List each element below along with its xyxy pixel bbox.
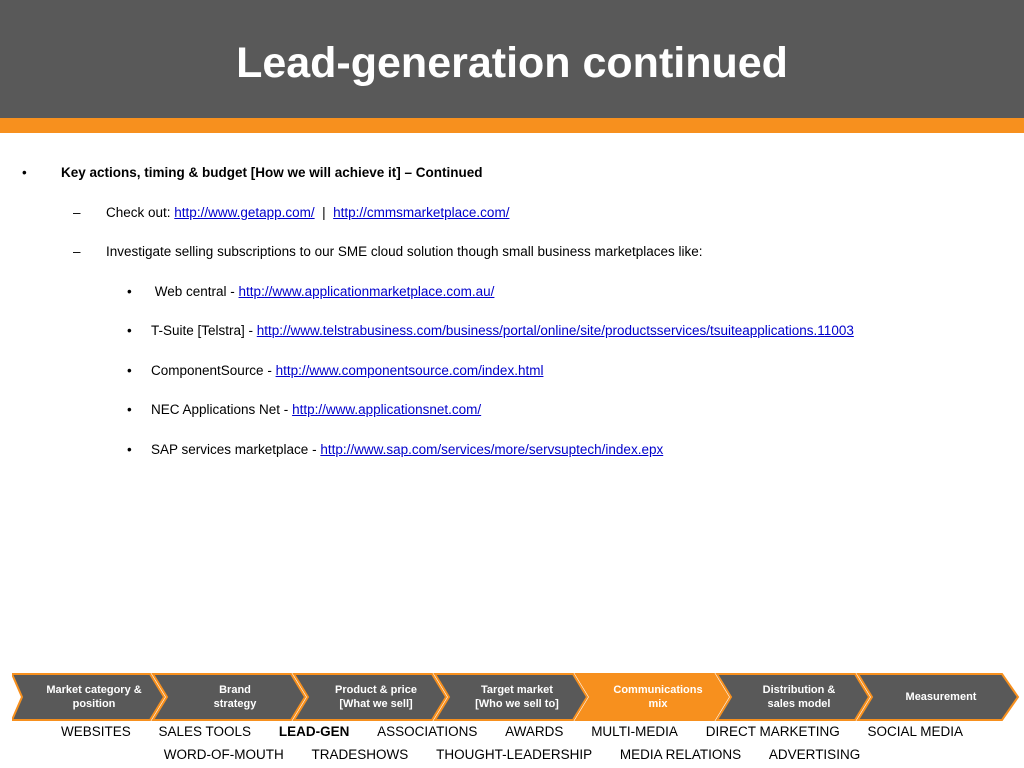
marketplace-label: ComponentSource - [151, 363, 276, 378]
check-out-prefix: Check out: [106, 205, 175, 220]
nav-item-multi-media[interactable]: MULTI-MEDIA [591, 724, 678, 739]
marketplace-link[interactable]: http://www.telstrabusiness.com/business/portal/online/site/productsservices/tsuiteapplications.11003 [256, 323, 854, 338]
chevron-step[interactable] [435, 674, 587, 720]
marketplace-item [151, 362, 543, 380]
bullet-dot: • [127, 323, 132, 338]
chevron-label-line2: strategy [213, 698, 257, 710]
marketplace-item [151, 401, 481, 419]
slide-header [0, 0, 1024, 118]
chevron-label-line2: sales model [767, 698, 831, 710]
marketplace-label: T-Suite [Telstra] - [151, 323, 257, 338]
getapp-link[interactable]: http://www.getapp.com/ [174, 205, 315, 220]
nav-item-tradeshows[interactable]: TRADESHOWS [311, 747, 409, 762]
chevron-shape [717, 674, 869, 720]
bullet-dot: • [127, 402, 132, 417]
bullet-dot: • [127, 284, 132, 299]
process-chevron-bar [12, 672, 1022, 722]
bullet-dot: • [127, 363, 132, 378]
chevron-shape [153, 674, 305, 720]
chevron-label-line1: Communications [613, 684, 703, 696]
chevron-step[interactable] [717, 674, 869, 720]
nav-item-word-of-mouth[interactable]: WORD-OF-MOUTH [163, 747, 284, 762]
dash-marker: – [73, 244, 81, 259]
marketplace-item [151, 322, 854, 340]
chevron-label-line1: Product & price [335, 684, 417, 696]
slide-title: Lead-generation continued [236, 39, 788, 87]
marketplace-link[interactable]: http://www.sap.com/services/more/servsuptech/index.epx [320, 442, 664, 457]
main-bullet-text: Key actions, timing & budget [How we will achieve it] – Continued [61, 165, 483, 180]
bottom-nav-row-1 [0, 724, 1024, 739]
chevron-label-line2: [What we sell] [339, 698, 413, 710]
chevron-step[interactable] [294, 674, 446, 720]
nav-item-thought-leadership[interactable]: THOUGHT-LEADERSHIP [436, 747, 593, 762]
marketplace-item [151, 283, 494, 301]
bottom-nav-row-2 [0, 747, 1024, 762]
marketplace-link[interactable]: http://www.applicationsnet.com/ [292, 402, 482, 417]
chevron-label-line1: Target market [481, 684, 553, 696]
bullet-dot: • [127, 442, 132, 457]
marketplace-item [151, 441, 663, 459]
nav-item-media-relations[interactable]: MEDIA RELATIONS [619, 747, 742, 762]
accent-bar [0, 118, 1024, 133]
nav-item-direct-marketing[interactable]: DIRECT MARKETING [705, 724, 840, 739]
marketplace-label: SAP services marketplace - [151, 442, 321, 457]
chevron-label-line2: mix [648, 698, 668, 710]
nav-item-sales-tools[interactable]: SALES TOOLS [158, 724, 252, 739]
investigate-text: Investigate selling subscriptions to our SME cloud solution though small business marketplaces like: [106, 244, 703, 259]
nav-item-websites[interactable]: WEBSITES [60, 724, 131, 739]
chevron-label-line1: Measurement [905, 691, 977, 703]
chevron-step-active[interactable] [576, 674, 728, 720]
nav-item-awards[interactable]: AWARDS [505, 724, 564, 739]
chevron-step[interactable] [858, 674, 1018, 720]
nav-item-social-media[interactable]: SOCIAL MEDIA [867, 724, 964, 739]
nav-item-advertising[interactable]: ADVERTISING [768, 747, 861, 762]
dash-marker: – [73, 205, 81, 220]
chevron-shape [294, 674, 446, 720]
cmmsmarketplace-link[interactable]: http://cmmsmarketplace.com/ [333, 205, 510, 220]
chevron-label-line2: [Who we sell to] [475, 698, 559, 710]
chevron-label-line1: Brand [219, 684, 251, 696]
chevron-shape [576, 674, 728, 720]
chevron-shape [435, 674, 587, 720]
bullet-dot: • [22, 165, 27, 180]
marketplace-label: Web central - [151, 284, 239, 299]
marketplace-link[interactable]: http://www.componentsource.com/index.html [275, 363, 544, 378]
chevron-label-line1: Distribution & [762, 684, 836, 696]
chevron-shape [12, 674, 164, 720]
nav-item-associations[interactable]: ASSOCIATIONS [377, 724, 478, 739]
chevron-step[interactable] [12, 674, 164, 720]
marketplace-label: NEC Applications Net - [151, 402, 293, 417]
check-out-line [106, 204, 509, 222]
marketplace-link[interactable]: http://www.applicationmarketplace.com.au/ [238, 284, 495, 299]
chevron-label-line2: position [72, 698, 116, 710]
chevron-label-line1: Market category & [46, 684, 142, 696]
nav-item-lead-gen[interactable]: LEAD-GEN [278, 724, 350, 739]
link-separator: | [314, 205, 334, 220]
chevron-step[interactable] [153, 674, 305, 720]
